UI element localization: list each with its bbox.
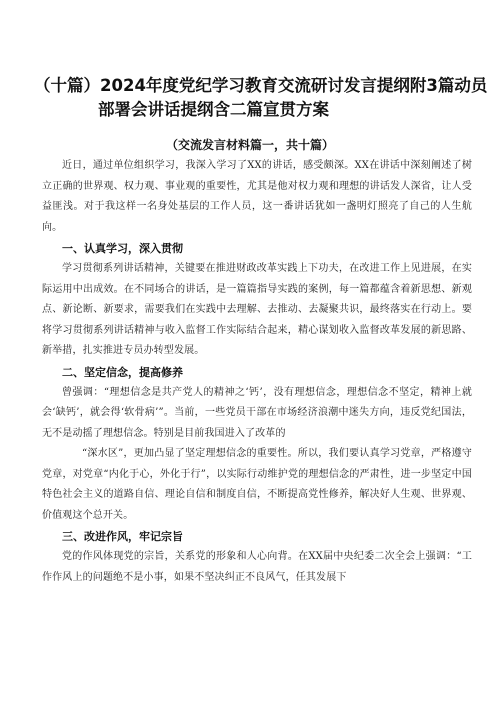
intro-paragraph: 近日，通过单位组织学习，我深入学习了XX的讲话，感受颇深。XX在讲话中深刻阐述了树立正确的世界观、权力观、事业观的重要性，尤其是他对权力观和理想的讲话发人深省，让人受益匪浅。对于我这样一名身处基层的工作人员，这一番讲话犹如一盏明灯照亮了自己的人生航向。 [42,160,472,233]
document-subtitle: （交流发言材料篇一，共十篇） [165,138,334,152]
section-heading-2: 二、坚定信念，提高修养 [62,365,183,379]
title-line-1: （十篇）2024年度党纪学习教育交流研讨发言提纲附3篇动员 [34,76,488,95]
section-heading-1: 一、认真学习，深入贯彻 [62,242,183,255]
section-2-paragraph-2: “深水区”，更加凸显了坚定理想信念的重要性。所以，我们要认真学习党章，严格遵守党章，对党章“内化于心，外化于行”，以实际行动维护党的理想信念的严肃性，进一步坚定中国特色社会主义的道路自信、理论自信和制度自信，不断提高党性修养，解决好人生观、世界观、价值观这个总开关。 [42,448,472,521]
title-line-2: 部署会讲话提纲含二篇宣贯方案 [98,100,329,119]
section-heading-3: 三、改进作风，牢记宗旨 [62,530,183,543]
section-2-paragraph-1: 曾强调：“理想信念是共产党人的精神之‘钙’，没有理想信念，理想信念不坚定，精神上就会‘缺钙’，就会得‘软骨病’”。当前，一些党员干部在市场经济浪潮中迷失方向，违反党纪国法，无不是动摇了理想信念。特别是目前我国进入了改革的 [42,386,472,439]
section-3-paragraph: 党的作风体现党的宗旨，关系党的形象和人心向背。在XX届中央纪委二次全会上强调：“工作作风上的问题绝不是小事，如果不坚决纠正不良风气，任其发展下 [42,551,472,583]
section-1-paragraph: 学习贯彻系列讲话精神，关键要在推进财政改革实践上下功夫，在改进工作上见进展，在实际运用中出成效。在不同场合的讲话，是一篇篇指导实践的案例，每一篇都蕴含着新思想、新观点、新论断、新要求，需要我们在实践中去理解、去推动、去凝聚共识，最终落实在行动上。要将学习贯彻系列讲话精神与收入监督工作实际结合起来，精心谋划收入监督改革发展的新思路、新举措，扎实推进专员办转型发展。 [42,263,472,356]
document-title [34,74,488,122]
document-body [42,156,472,588]
